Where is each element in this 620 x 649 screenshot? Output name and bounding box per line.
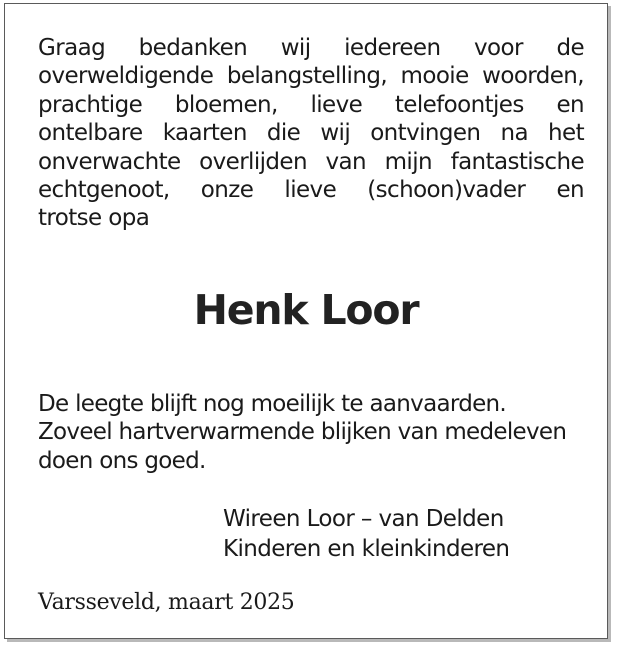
signer-line: Wireen Loor – van Delden xyxy=(223,506,504,532)
place-date: Varsseveld, maart 2025 xyxy=(38,590,295,615)
deceased-name: Henk Loor xyxy=(193,286,419,334)
intro-line: overweldigende belangstelling, mooie woorden, xyxy=(38,63,584,90)
signer-line: Kinderen en kleinkinderen xyxy=(223,536,510,562)
thank-you-text xyxy=(38,34,584,233)
intro-line: echtgenoot, onze lieve (schoon)vader en xyxy=(38,177,584,204)
intro-line: onverwachte overlijden van mijn fantastische xyxy=(38,148,584,175)
intro-line: prachtige bloemen, lieve telefoontjes en xyxy=(38,91,584,118)
signers xyxy=(223,504,509,564)
announcement-card xyxy=(4,3,608,639)
closing-line: De leegte blijft nog moeilijk te aanvaarden. xyxy=(38,391,507,417)
intro-line: trotse opa xyxy=(38,205,150,232)
intro-line: ontelbare kaarten die wij ontvingen na het xyxy=(38,120,584,147)
closing-line: Zoveel hartverwarmende blijken van medeleven xyxy=(38,419,567,446)
intro-line: Graag bedanken wij iedereen voor de xyxy=(38,35,584,61)
closing-line: doen ons goed. xyxy=(38,447,206,474)
closing-text xyxy=(38,390,598,475)
